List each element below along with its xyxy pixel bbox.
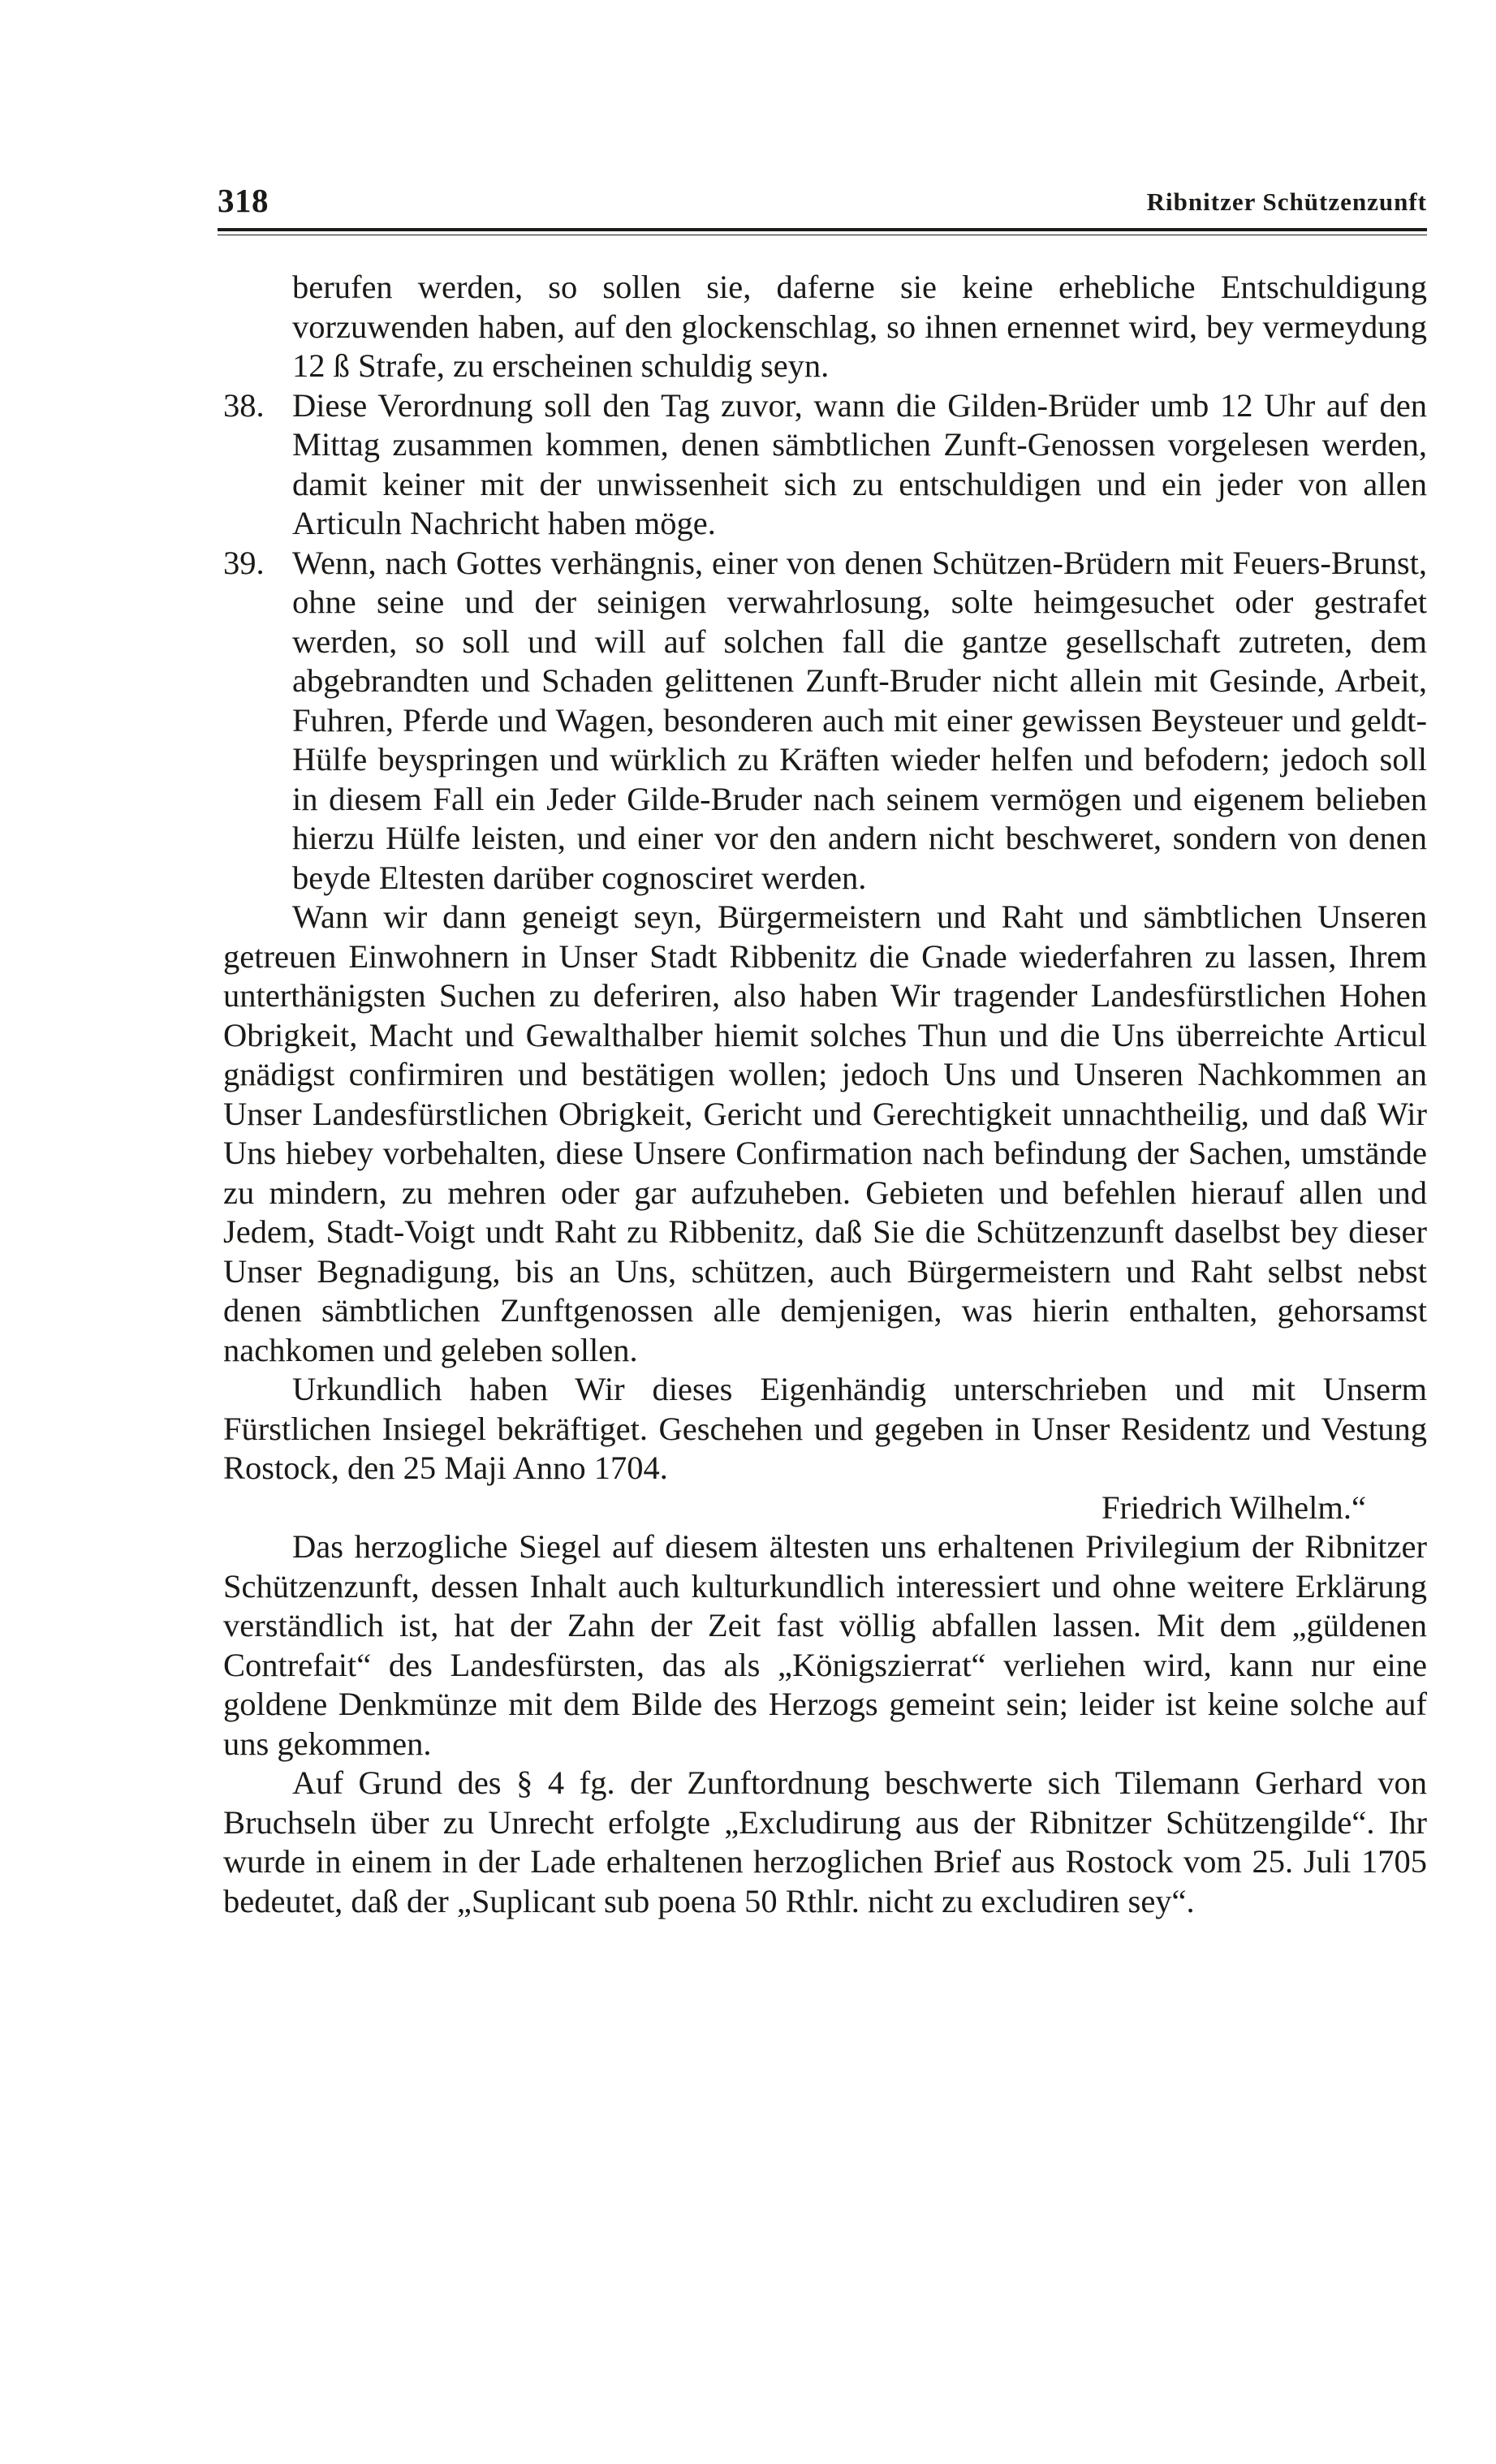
article-text: Wenn, nach Gottes verhängnis, einer von denen Schützen-Brüdern mit Feuers-Brunst, ohne seine und der seinigen verwahrlosung, solte heimgesuchet oder gestrafet werden, so soll und will auf solchen fall die gantze gesellschaft zutreten, dem abgebrandten und Schaden gelittenen Zunft-Bruder nicht allein mit Gesinde, Arbeit, Fuhren, Pferde und Wagen, besonderen auch mit einer gewissen Beysteuer und geldt-Hülfe beyspringen und würklich zu Kräften wieder helfen und befodern; jedoch soll in diesem Fall ein Jeder Gilde-Bruder nach seinem vermögen und eigenem belieben hierzu Hülfe leisten, und einer vor den andern nicht beschweret, sondern von denen beyde Eltesten darüber cognosciret werden. <box>292 544 1427 896</box>
article-number: 39. <box>223 544 265 581</box>
page-number: 318 <box>218 182 269 219</box>
commentary-paragraph: Das herzogliche Siegel auf diesem ältesten uns erhaltenen Privilegium der Ribnitzer Schützenzunft, dessen Inhalt auch kulturkundlich interessiert und ohne weitere Erklärung verständlich ist, hat der Zahn der Zeit fast völlig abfallen lassen. Mit dem „güldenen Contrefait“ des Landesfürsten, das als „Königszierrat“ verliehen wird, kann nur eine goldene Denkmünze mit dem Bilde des Herzogs gemeint sein; leider ist keine solche auf uns gekommen. <box>223 1528 1427 1762</box>
confirmation-paragraph: Wann wir dann geneigt seyn, Bürgermeistern und Raht und sämbtlichen Unseren getreuen Einwohnern in Unser Stadt Ribbenitz die Gnade wiederfahren zu lassen, Ihrem unterthänigsten Suchen zu deferiren, also haben Wir tragender Landesfürstlichen Hohen Obrigkeit, Macht und Gewalthalber hiemit solches Thun und die Uns überreichte Articul gnädigst confirmiren und bestätigen wollen; jedoch Uns und Unseren Nachkommen an Unser Landesfürstlichen Obrigkeit, Gericht und Gerechtigkeit unnachtheilig, und daß Wir Uns hiebey vorbehalten, diese Unsere Confirmation nach befindung der Sachen, umstände zu mindern, zu mehren oder gar aufzuheben. Gebieten und befehlen hierauf allen und Jedem, Stadt-Voigt undt Raht zu Ribbenitz, daß Sie die Schützenzunft daselbst bey dieser Unser Begnadigung, bis an Uns, schützen, auch Bürgermeistern und Raht selbst nebst denen sämbtlichen Zunftgenossen alle demjenigen, was hierin enthalten, gehorsamst nachkomen und geleben sollen. <box>223 898 1427 1368</box>
page-header <box>218 180 1427 226</box>
article-number: 38. <box>223 386 265 424</box>
attestation-paragraph: Urkundlich haben Wir dieses Eigenhändig unterschrieben und mit Unserm Fürstlichen Insiegel bekräftiget. Geschehen und gegeben in Unser Residentz und Vestung Rostock, den 25 Maji Anno 1704. <box>223 1371 1427 1486</box>
continuation-paragraph: berufen werden, so sollen sie, daferne sie keine erhebliche Entschuldigung vorzuwenden haben, auf den glockenschlag, so ihnen ernennet wird, bey vermeydung 12 ß Strafe, zu erscheinen schuldig seyn. <box>292 269 1427 384</box>
header-rule-thick <box>218 228 1427 231</box>
article-text: Diese Verordnung soll den Tag zuvor, wann die Gilden-Brüder umb 12 Uhr auf den Mittag zusammen kommen, denen sämbtlichen Zunft-Genossen vorgelesen werden, damit keiner mit der unwissenheit sich zu entschuldigen und ein jeder von allen Articuln Nachricht haben möge. <box>292 386 1427 541</box>
running-title: Ribnitzer Schützenzunft <box>1146 187 1427 216</box>
signature: Friedrich Wilhelm.“ <box>1101 1488 1366 1526</box>
article-39 <box>223 544 1427 898</box>
article-38 <box>223 386 1427 544</box>
commentary-paragraph: Auf Grund des § 4 fg. der Zunftordnung beschwerte sich Tilemann Gerhard von Bruchseln über zu Unrecht erfolgte „Excludirung aus der Ribnitzer Schützengilde“. Ihr wurde in einem in der Lade erhaltenen herzoglichen Brief aus Rostock vom 25. Juli 1705 bedeutet, daß der „Suplicant sub poena 50 Rthlr. nicht zu excludiren sey“. <box>223 1764 1427 1919</box>
body-text <box>223 268 1427 1921</box>
